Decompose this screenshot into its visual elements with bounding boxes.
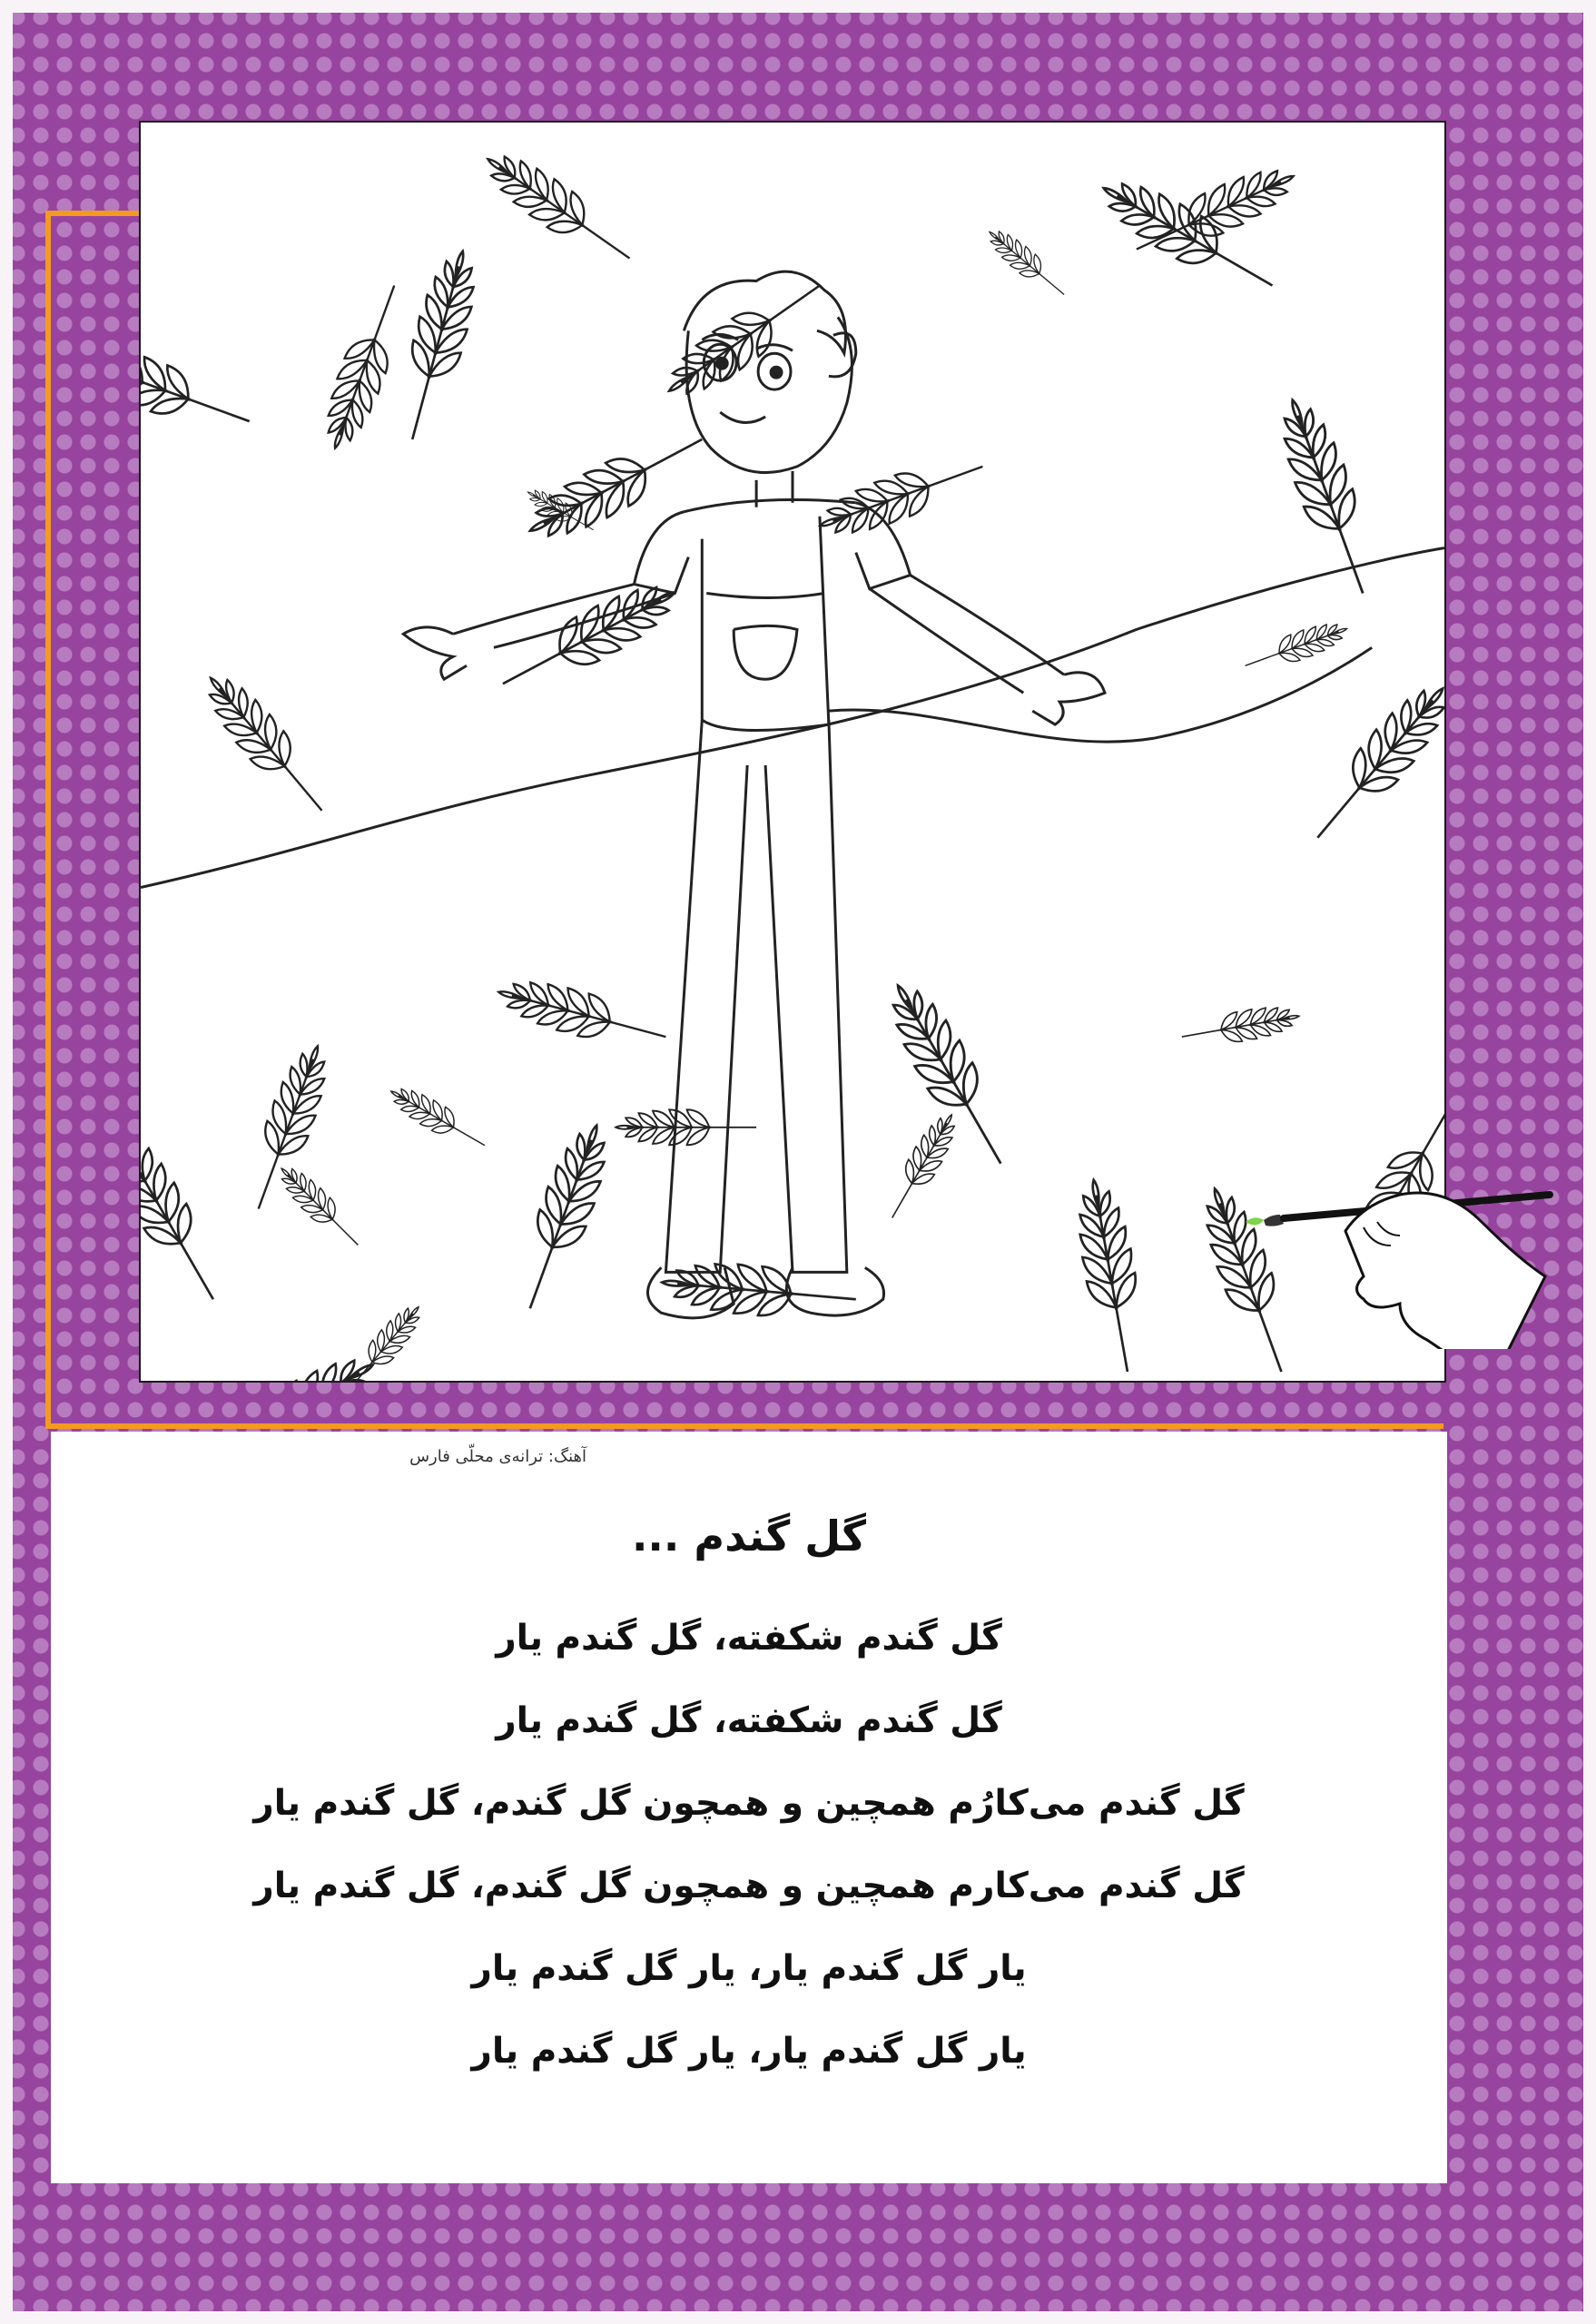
hand-with-paintbrush-icon	[1227, 1167, 1565, 1349]
lyric-line: یار گل گندم یار، یار گل گندم یار	[471, 1948, 1027, 1989]
lyrics-list	[51, 1611, 1447, 2107]
song-title: گل گندم ...	[631, 1512, 867, 1561]
lyric-line: گل گندم می‌کارُم همچین و همچون گل گندم، گل گندم یار	[253, 1783, 1245, 1824]
music-credit: آهنگ: ترانه‌ی محلّی فارس	[409, 1447, 586, 1466]
lyric-line: گل گندم شکفته، گل گندم یار	[496, 1618, 1002, 1659]
hill-line	[141, 548, 1444, 888]
lyric-line: گل گندم می‌کارم همچین و همچون گل گندم، گل گندم یار	[253, 1866, 1245, 1906]
lyric-line: گل گندم شکفته، گل گندم یار	[496, 1700, 1002, 1741]
lyric-line: یار گل گندم یار، یار گل گندم یار	[471, 2031, 1027, 2072]
